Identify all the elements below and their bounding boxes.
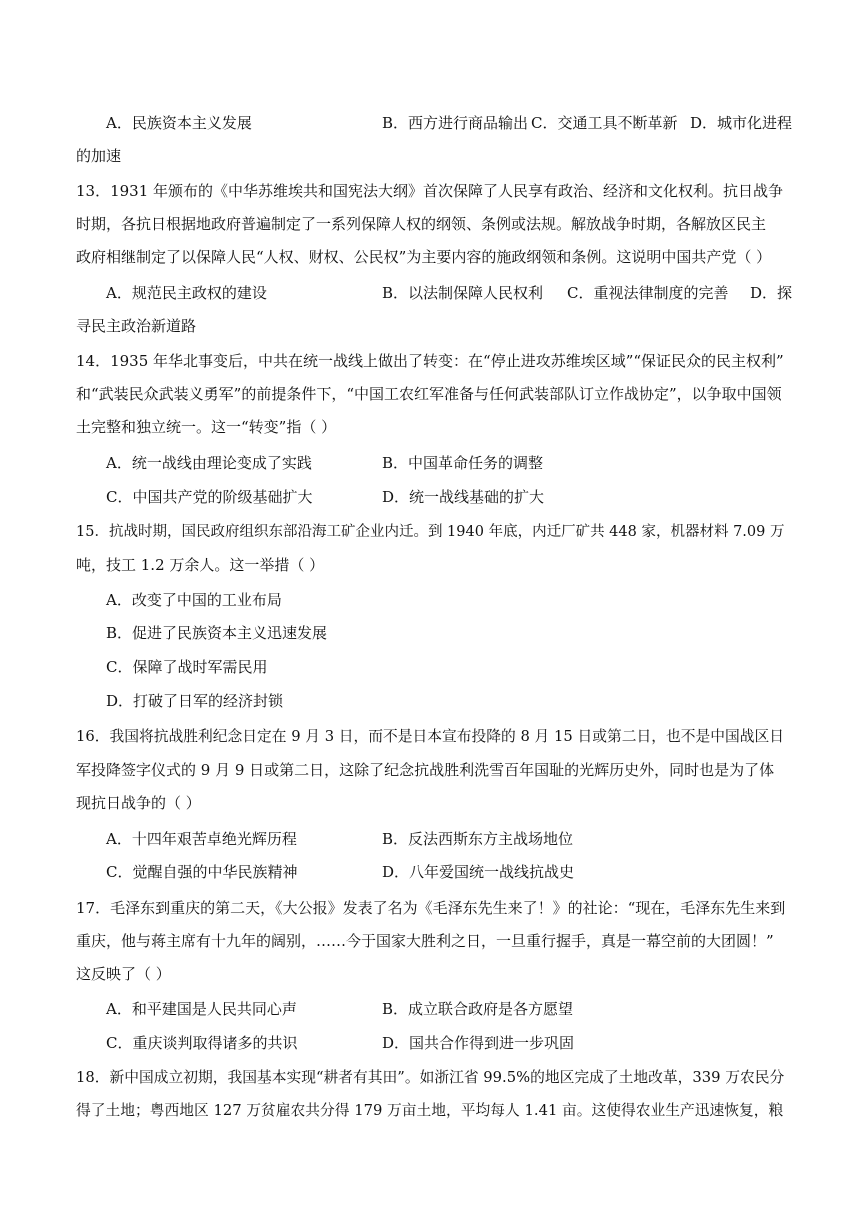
q17-stem-line-1: 17．毛泽东到重庆的第二天，《大公报》发表了名为《毛泽东先生来了！》的社论：“现在，毛泽东先生来到	[76, 899, 786, 917]
q13-option-c[interactable]: C．重视法律制度的完善	[567, 284, 729, 302]
q14-option-d[interactable]: D．统一战线基础的扩大	[382, 488, 545, 506]
q17-option-b[interactable]: B．成立联合政府是各方愿望	[382, 1000, 574, 1018]
q14-option-a[interactable]: A．统一战线由理论变成了实践	[106, 454, 312, 472]
q13-option-a[interactable]: A．规范民主政权的建设	[106, 284, 267, 302]
q12-option-d[interactable]: D．城市化进程	[690, 114, 793, 132]
q18-stem-line-1: 18．新中国成立初期，我国基本实现“耕者有其田”。如浙江省 99.5%的地区完成了土地改革，339 万农民分	[76, 1069, 785, 1086]
q15-stem-line-2: 吨，技工 1.2 万余人。这一举措（ ）	[76, 556, 325, 574]
q15-option-d[interactable]: D．打破了日军的经济封锁	[106, 692, 284, 710]
q14-stem-line-1: 14．1935 年华北事变后，中共在统一战线上做出了转变：在“停止进攻苏维埃区域”“保证民众的民主权利”	[76, 352, 784, 370]
q17-option-a[interactable]: A．和平建国是人民共同心声	[106, 1000, 297, 1018]
q12-option-b[interactable]: B．西方进行商品输出	[382, 114, 529, 132]
q15-option-c[interactable]: C．保障了战时军需民用	[106, 658, 268, 676]
q16-option-b[interactable]: B．反法西斯东方主战场地位	[382, 830, 574, 848]
q15-option-a[interactable]: A．改变了中国的工业布局	[106, 591, 282, 609]
q14-option-c[interactable]: C．中国共产党的阶级基础扩大	[106, 488, 313, 506]
q12-option-a[interactable]: A．民族资本主义发展	[106, 114, 252, 132]
q14-stem-line-2: 和“武装民众武装义勇军”的前提条件下，“中国工农红军准备与任何武装部队订立作战协定”，以争取中国领	[76, 385, 782, 403]
q16-stem-line-3: 现抗日战争的（ ）	[76, 794, 201, 812]
q13-option-b[interactable]: B．以法制保障人民权利	[382, 284, 544, 302]
q18-stem-line-2: 得了土地；粤西地区 127 万贫雇农共分得 179 万亩土地，平均每人 1.41 亩。这使得农业生产迅速恢复，粮	[76, 1102, 784, 1119]
q17-option-c[interactable]: C．重庆谈判取得诸多的共识	[106, 1034, 298, 1052]
q14-stem-line-3: 土完整和独立统一。这一“转变”指（ ）	[76, 418, 337, 436]
q13-stem-line-1: 13．1931 年颁布的《中华苏维埃共和国宪法大纲》首次保障了人民享有政治、经济和文化权利。抗日战争	[76, 182, 784, 200]
q13-stem-line-2: 时期，各抗日根据地政府普遍制定了一系列保障人权的纲领、条例或法规。解放战争时期，各解放区民主	[76, 215, 767, 233]
q16-stem-line-2: 军投降签字仪式的 9 月 9 日或第二日，这除了纪念抗战胜利洗雪百年国耻的光辉历史外，同时也是为了体	[76, 761, 775, 779]
q13-option-d[interactable]: D．探	[750, 284, 793, 302]
q14-option-b[interactable]: B．中国革命任务的调整	[382, 454, 544, 472]
q12-option-d-continued: 的加速	[76, 147, 122, 165]
q12-option-c[interactable]: C．交通工具不断革新	[531, 114, 678, 132]
q13-stem-line-3: 政府相继制定了以保障人民“人权、财权、公民权”为主要内容的施政纲领和条例。这说明中国共产党（ ）	[76, 248, 772, 266]
q13-option-d-continued: 寻民主政治新道路	[76, 317, 197, 335]
q16-option-c[interactable]: C．觉醒自强的中华民族精神	[106, 863, 298, 881]
q15-option-b[interactable]: B．促进了民族资本主义迅速发展	[106, 624, 328, 642]
q15-stem-line-1: 15．抗战时期，国民政府组织东部沿海工矿企业内迁。到 1940 年底，内迁厂矿共 448 家，机器材料 7.09 万	[76, 524, 785, 540]
q16-option-a[interactable]: A．十四年艰苦卓绝光辉历程	[106, 830, 297, 848]
q17-option-d[interactable]: D．国共合作得到进一步巩固	[382, 1034, 575, 1052]
q16-stem-line-1: 16．我国将抗战胜利纪念日定在 9 月 3 日，而不是日本宣布投降的 8 月 15 日或第二日，也不是中国战区日	[76, 728, 784, 745]
q17-stem-line-3: 这反映了（ ）	[76, 965, 171, 983]
q17-stem-line-2: 重庆，他与蒋主席有十九年的阔别，……今于国家大胜利之日，一旦重行握手，真是一幕空前的大团圆！”	[76, 932, 774, 950]
q16-option-d[interactable]: D．八年爱国统一战线抗战史	[382, 863, 575, 881]
